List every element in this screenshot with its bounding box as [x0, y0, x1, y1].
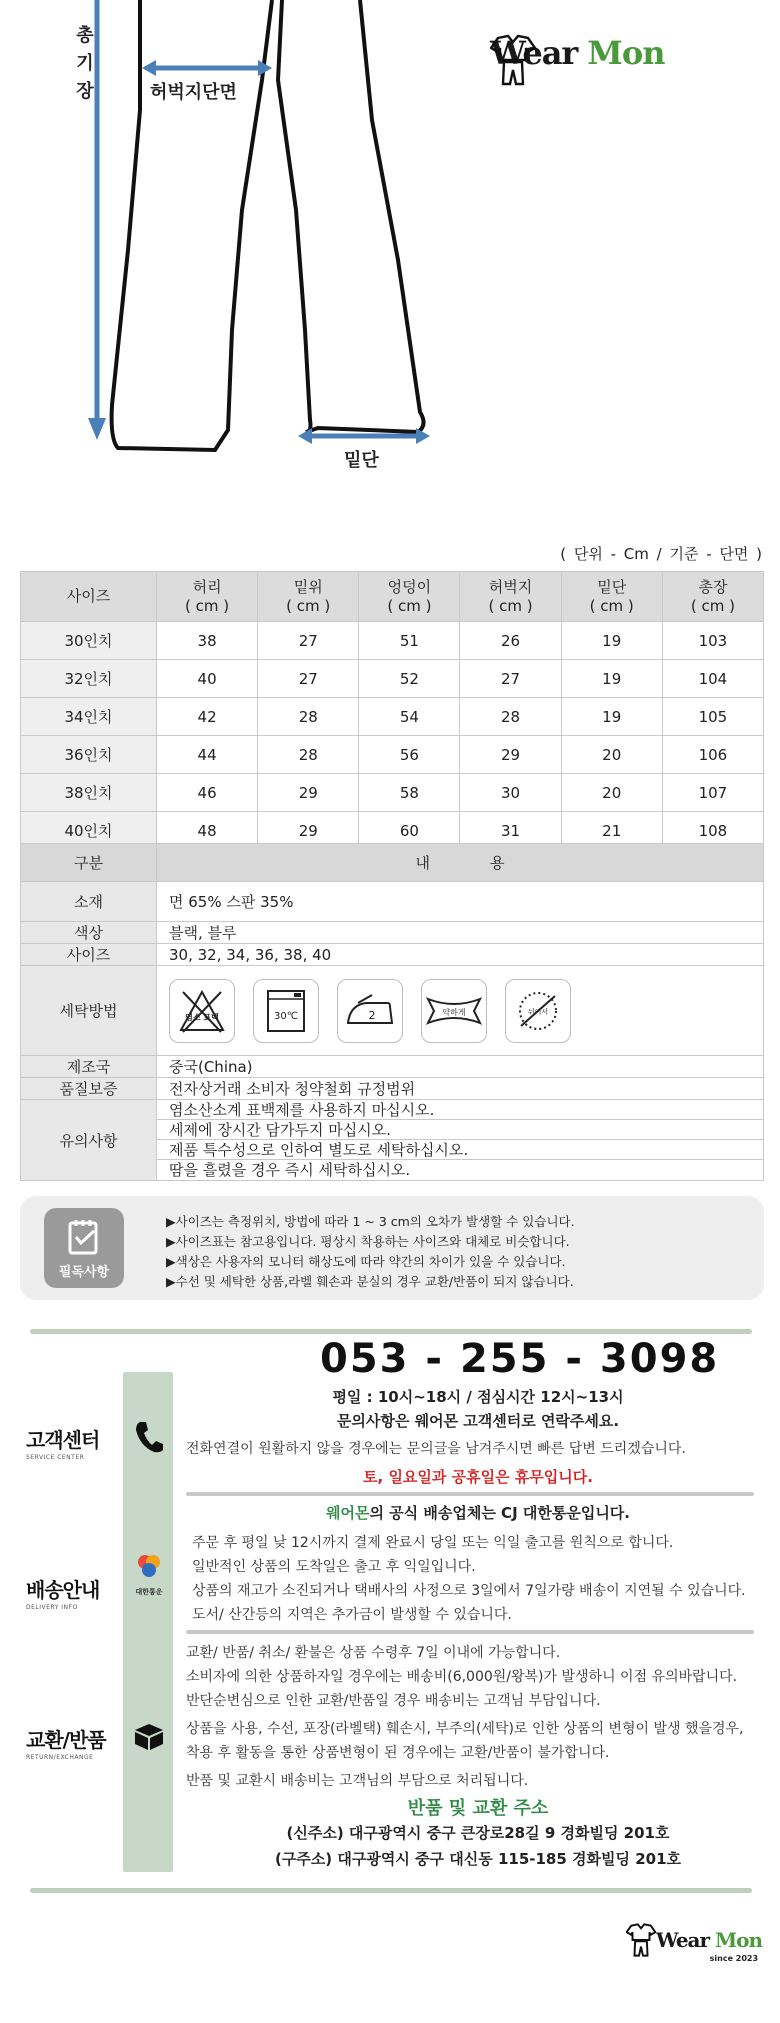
- box-icon: [132, 1720, 166, 1756]
- no-tumble-dry-icon: [505, 979, 571, 1043]
- material-key: 소재: [21, 882, 157, 922]
- exchange-line: 교환/ 반품/ 취소/ 환불은 상품 수령후 7일 이내에 가능합니다.: [186, 1645, 561, 1661]
- size-row: [21, 944, 764, 966]
- value-cell: 26: [460, 622, 561, 660]
- value-cell: 40: [157, 660, 258, 698]
- hem-label: 밑단: [344, 450, 379, 471]
- value-cell: 29: [258, 774, 359, 812]
- size-key: 사이즈: [21, 944, 157, 966]
- business-hours: 평일 : 10시~18시 / 점심시간 12시~13시: [332, 1388, 624, 1406]
- color-key: 색상: [21, 922, 157, 944]
- brand-name-wear: Wear: [490, 34, 578, 72]
- value-cell: 30: [460, 774, 561, 812]
- unit-note: ( 단위 - Cm / 기준 - 단면 ): [560, 545, 762, 563]
- info-table-header: [21, 844, 764, 882]
- must-read-label: 필독사항: [58, 1264, 110, 1280]
- pants-outline-illustration: [0, 0, 780, 520]
- iron-2-icon: [337, 979, 403, 1043]
- list-item: ▶사이즈는 측정위치, 방법에 따라 1 ~ 3 cm의 오차가 발생할 수 있습니다.: [166, 1214, 575, 1229]
- size-value: 30, 32, 34, 36, 38, 40: [157, 944, 764, 966]
- header-hem: 밑단 ( cm ): [561, 572, 662, 622]
- value-cell: 56: [359, 736, 460, 774]
- header-rise: 밑위 ( cm ): [258, 572, 359, 622]
- caution-row: [21, 1100, 764, 1181]
- caution-line: 제품 특수성으로 인하여 별도로 세탁하십시오.: [157, 1140, 763, 1160]
- exchange-line: 착용 후 활동을 통한 상품변형이 된 경우에는 교환/반품이 불가합니다.: [186, 1745, 610, 1761]
- wash-30-icon: [253, 979, 319, 1043]
- value-cell: 27: [258, 622, 359, 660]
- closed-days-note: 토, 일요일과 공휴일은 휴무입니다.: [363, 1468, 593, 1486]
- color-value: 블랙, 블루: [157, 922, 764, 944]
- value-cell: 108: [662, 812, 763, 850]
- value-cell: 29: [258, 812, 359, 850]
- value-cell: 46: [157, 774, 258, 812]
- value-cell: 58: [359, 774, 460, 812]
- origin-key: 제조국: [21, 1056, 157, 1078]
- table-row: [21, 774, 764, 812]
- clothing-logo-icon: [626, 1923, 656, 1957]
- size-cell: 38인치: [21, 774, 157, 812]
- origin-value: 중국(China): [157, 1056, 764, 1078]
- svg-text:30℃: 30℃: [274, 1010, 298, 1022]
- info-header-key: 구분: [21, 844, 157, 882]
- return-exchange-title: 교환/반품 RETURN/EXCHANGE: [26, 1728, 106, 1761]
- value-cell: 28: [460, 698, 561, 736]
- wash-icons: [169, 979, 763, 1043]
- delivery-line: 일반적인 상품의 도착일은 출고 후 익일입니다.: [192, 1559, 476, 1575]
- svg-text:2: 2: [368, 1008, 376, 1022]
- total-length-label: 총기장: [76, 25, 94, 102]
- value-cell: 52: [359, 660, 460, 698]
- color-row: [21, 922, 764, 944]
- origin-row: [21, 1056, 764, 1078]
- value-cell: 60: [359, 812, 460, 850]
- must-read-notice: [20, 1196, 764, 1300]
- header-length: 총장 ( cm ): [662, 572, 763, 622]
- svg-text:약하게: 약하게: [442, 1007, 466, 1017]
- size-table-header: [21, 572, 764, 622]
- value-cell: 51: [359, 622, 460, 660]
- carrier-note: 웨어몬의 공식 배송업체는 CJ 대한통운입니다.: [325, 1504, 630, 1522]
- no-bleach-icon: [169, 979, 235, 1043]
- must-read-badge: [44, 1208, 124, 1288]
- gentle-wash-icon: [421, 979, 487, 1043]
- svg-text:뉘어서: 뉘어서: [527, 1007, 549, 1016]
- value-cell: 105: [662, 698, 763, 736]
- material-value: 면 65% 스판 35%: [157, 882, 764, 922]
- value-cell: 27: [258, 660, 359, 698]
- value-cell: 19: [561, 698, 662, 736]
- info-header-value: 내용: [157, 844, 764, 882]
- svg-text:염소 표백: 염소 표백: [185, 1012, 219, 1022]
- product-info-table: [20, 843, 764, 1181]
- exchange-line: 반단순변심으로 인한 교환/반품일 경우 배송비는 고객님 부담입니다.: [186, 1693, 601, 1709]
- caution-line: 세제에 장시간 담가두지 마십시오.: [157, 1120, 763, 1140]
- warranty-key: 품질보증: [21, 1078, 157, 1100]
- phone-number[interactable]: 053 - 255 - 3098: [320, 1336, 720, 1382]
- section-divider: [186, 1492, 754, 1496]
- brand-logo: [490, 34, 664, 72]
- section-divider: [30, 1329, 752, 1334]
- value-cell: 27: [460, 660, 561, 698]
- material-row: [21, 882, 764, 922]
- notice-list: [166, 1212, 575, 1292]
- brand-logo-footer: Wear Mon since 2023: [626, 1923, 762, 1963]
- value-cell: 28: [258, 698, 359, 736]
- header-thigh: 허벅지 ( cm ): [460, 572, 561, 622]
- header-size: 사이즈: [21, 572, 157, 622]
- value-cell: 31: [460, 812, 561, 850]
- phone-icon: [132, 1420, 166, 1458]
- size-cell: 32인치: [21, 660, 157, 698]
- size-cell: 40인치: [21, 812, 157, 850]
- delivery-info-title: 배송안내 DELIVERY INFO: [26, 1578, 100, 1611]
- exchange-line: 소비자에 의한 상품하자일 경우에는 배송비(6,000원/왕복)가 발생하니 이점 유의바랍니다.: [186, 1669, 738, 1685]
- value-cell: 106: [662, 736, 763, 774]
- section-divider: [186, 1630, 754, 1634]
- exchange-line: 반품 및 교환시 배송비는 고객님의 부담으로 처리됩니다.: [186, 1773, 529, 1789]
- value-cell: 103: [662, 622, 763, 660]
- table-row: [21, 660, 764, 698]
- thigh-label: 허벅지단면: [150, 82, 237, 103]
- caution-line: 염소산소계 표백제를 사용하지 마십시오.: [157, 1100, 763, 1120]
- delivery-line: 상품의 재고가 소진되거나 택배사의 사정으로 3일에서 7일가량 배송이 지연될 수 있습니다.: [192, 1583, 746, 1599]
- header-hip: 엉덩이 ( cm ): [359, 572, 460, 622]
- size-cell: 36인치: [21, 736, 157, 774]
- since-label: since 2023: [709, 1954, 759, 1963]
- value-cell: 19: [561, 660, 662, 698]
- inquiry-note: 문의사항은 웨어몬 고객센터로 연락주세요.: [336, 1412, 620, 1430]
- value-cell: 107: [662, 774, 763, 812]
- new-address: (신주소) 대구광역시 중구 큰장로28길 9 경화빌딩 201호: [286, 1824, 670, 1842]
- list-item: ▶색상은 사용자의 모니터 해상도에 따라 약간의 차이가 있을 수 있습니다.: [166, 1254, 566, 1269]
- warranty-value: 전자상거래 소비자 청약철회 규정범위: [157, 1078, 764, 1100]
- section-divider: [30, 1888, 752, 1893]
- list-item: ▶사이즈표는 참고용입니다. 평상시 착용하는 사이즈와 대체로 비슷합니다.: [166, 1234, 570, 1249]
- pants-measurement-diagram: [0, 0, 780, 520]
- delivery-line: 도서/ 산간등의 지역은 추가금이 발생할 수 있습니다.: [192, 1607, 512, 1623]
- value-cell: 20: [561, 736, 662, 774]
- warranty-row: [21, 1078, 764, 1100]
- value-cell: 48: [157, 812, 258, 850]
- value-cell: 42: [157, 698, 258, 736]
- cj-logo-icon: [132, 1552, 166, 1597]
- wash-key: 세탁방법: [21, 966, 157, 1056]
- header-waist: 허리 ( cm ): [157, 572, 258, 622]
- caution-key: 유의사항: [21, 1100, 157, 1181]
- table-row: [21, 622, 764, 660]
- delivery-line: 주문 후 평일 낮 12시까지 결제 완료시 당일 또는 익일 출고를 원칙으로 합니다.: [192, 1535, 674, 1551]
- return-address-title: 반품 및 교환 주소: [407, 1798, 549, 1819]
- old-address: (구주소) 대구광역시 중구 대신동 115-185 경화빌딩 201호: [274, 1850, 682, 1868]
- value-cell: 29: [460, 736, 561, 774]
- checklist-icon: [64, 1217, 104, 1257]
- value-cell: 19: [561, 622, 662, 660]
- value-cell: 54: [359, 698, 460, 736]
- table-row: [21, 736, 764, 774]
- service-center-title: 고객센터 SERVICE CENTER: [26, 1428, 100, 1461]
- value-cell: 38: [157, 622, 258, 660]
- callback-note: 전화연결이 원활하지 않을 경우에는 문의글을 남겨주시면 빠른 답변 드리겠습니다.: [186, 1441, 686, 1457]
- value-cell: 20: [561, 774, 662, 812]
- caution-line: 땀을 흘렸을 경우 즉시 세탁하십시오.: [169, 1161, 411, 1179]
- size-cell: 30인치: [21, 622, 157, 660]
- clothing-logo-icon: [490, 34, 536, 86]
- list-item: ▶수선 및 세탁한 상품,라벨 훼손과 분실의 경우 교환/반품이 되지 않습니다.: [166, 1274, 574, 1289]
- cj-label: 대한통운: [135, 1588, 163, 1596]
- size-table: [20, 571, 764, 850]
- table-row: [21, 698, 764, 736]
- exchange-line: 상품을 사용, 수선, 포장(라벨택) 훼손시, 부주의(세탁)로 인한 상품의 변형이 발생 했을경우,: [186, 1721, 744, 1737]
- value-cell: 44: [157, 736, 258, 774]
- value-cell: 28: [258, 736, 359, 774]
- value-cell: 21: [561, 812, 662, 850]
- value-cell: 104: [662, 660, 763, 698]
- wash-row: [21, 966, 764, 1056]
- size-cell: 34인치: [21, 698, 157, 736]
- brand-name-mon: Mon: [587, 34, 665, 72]
